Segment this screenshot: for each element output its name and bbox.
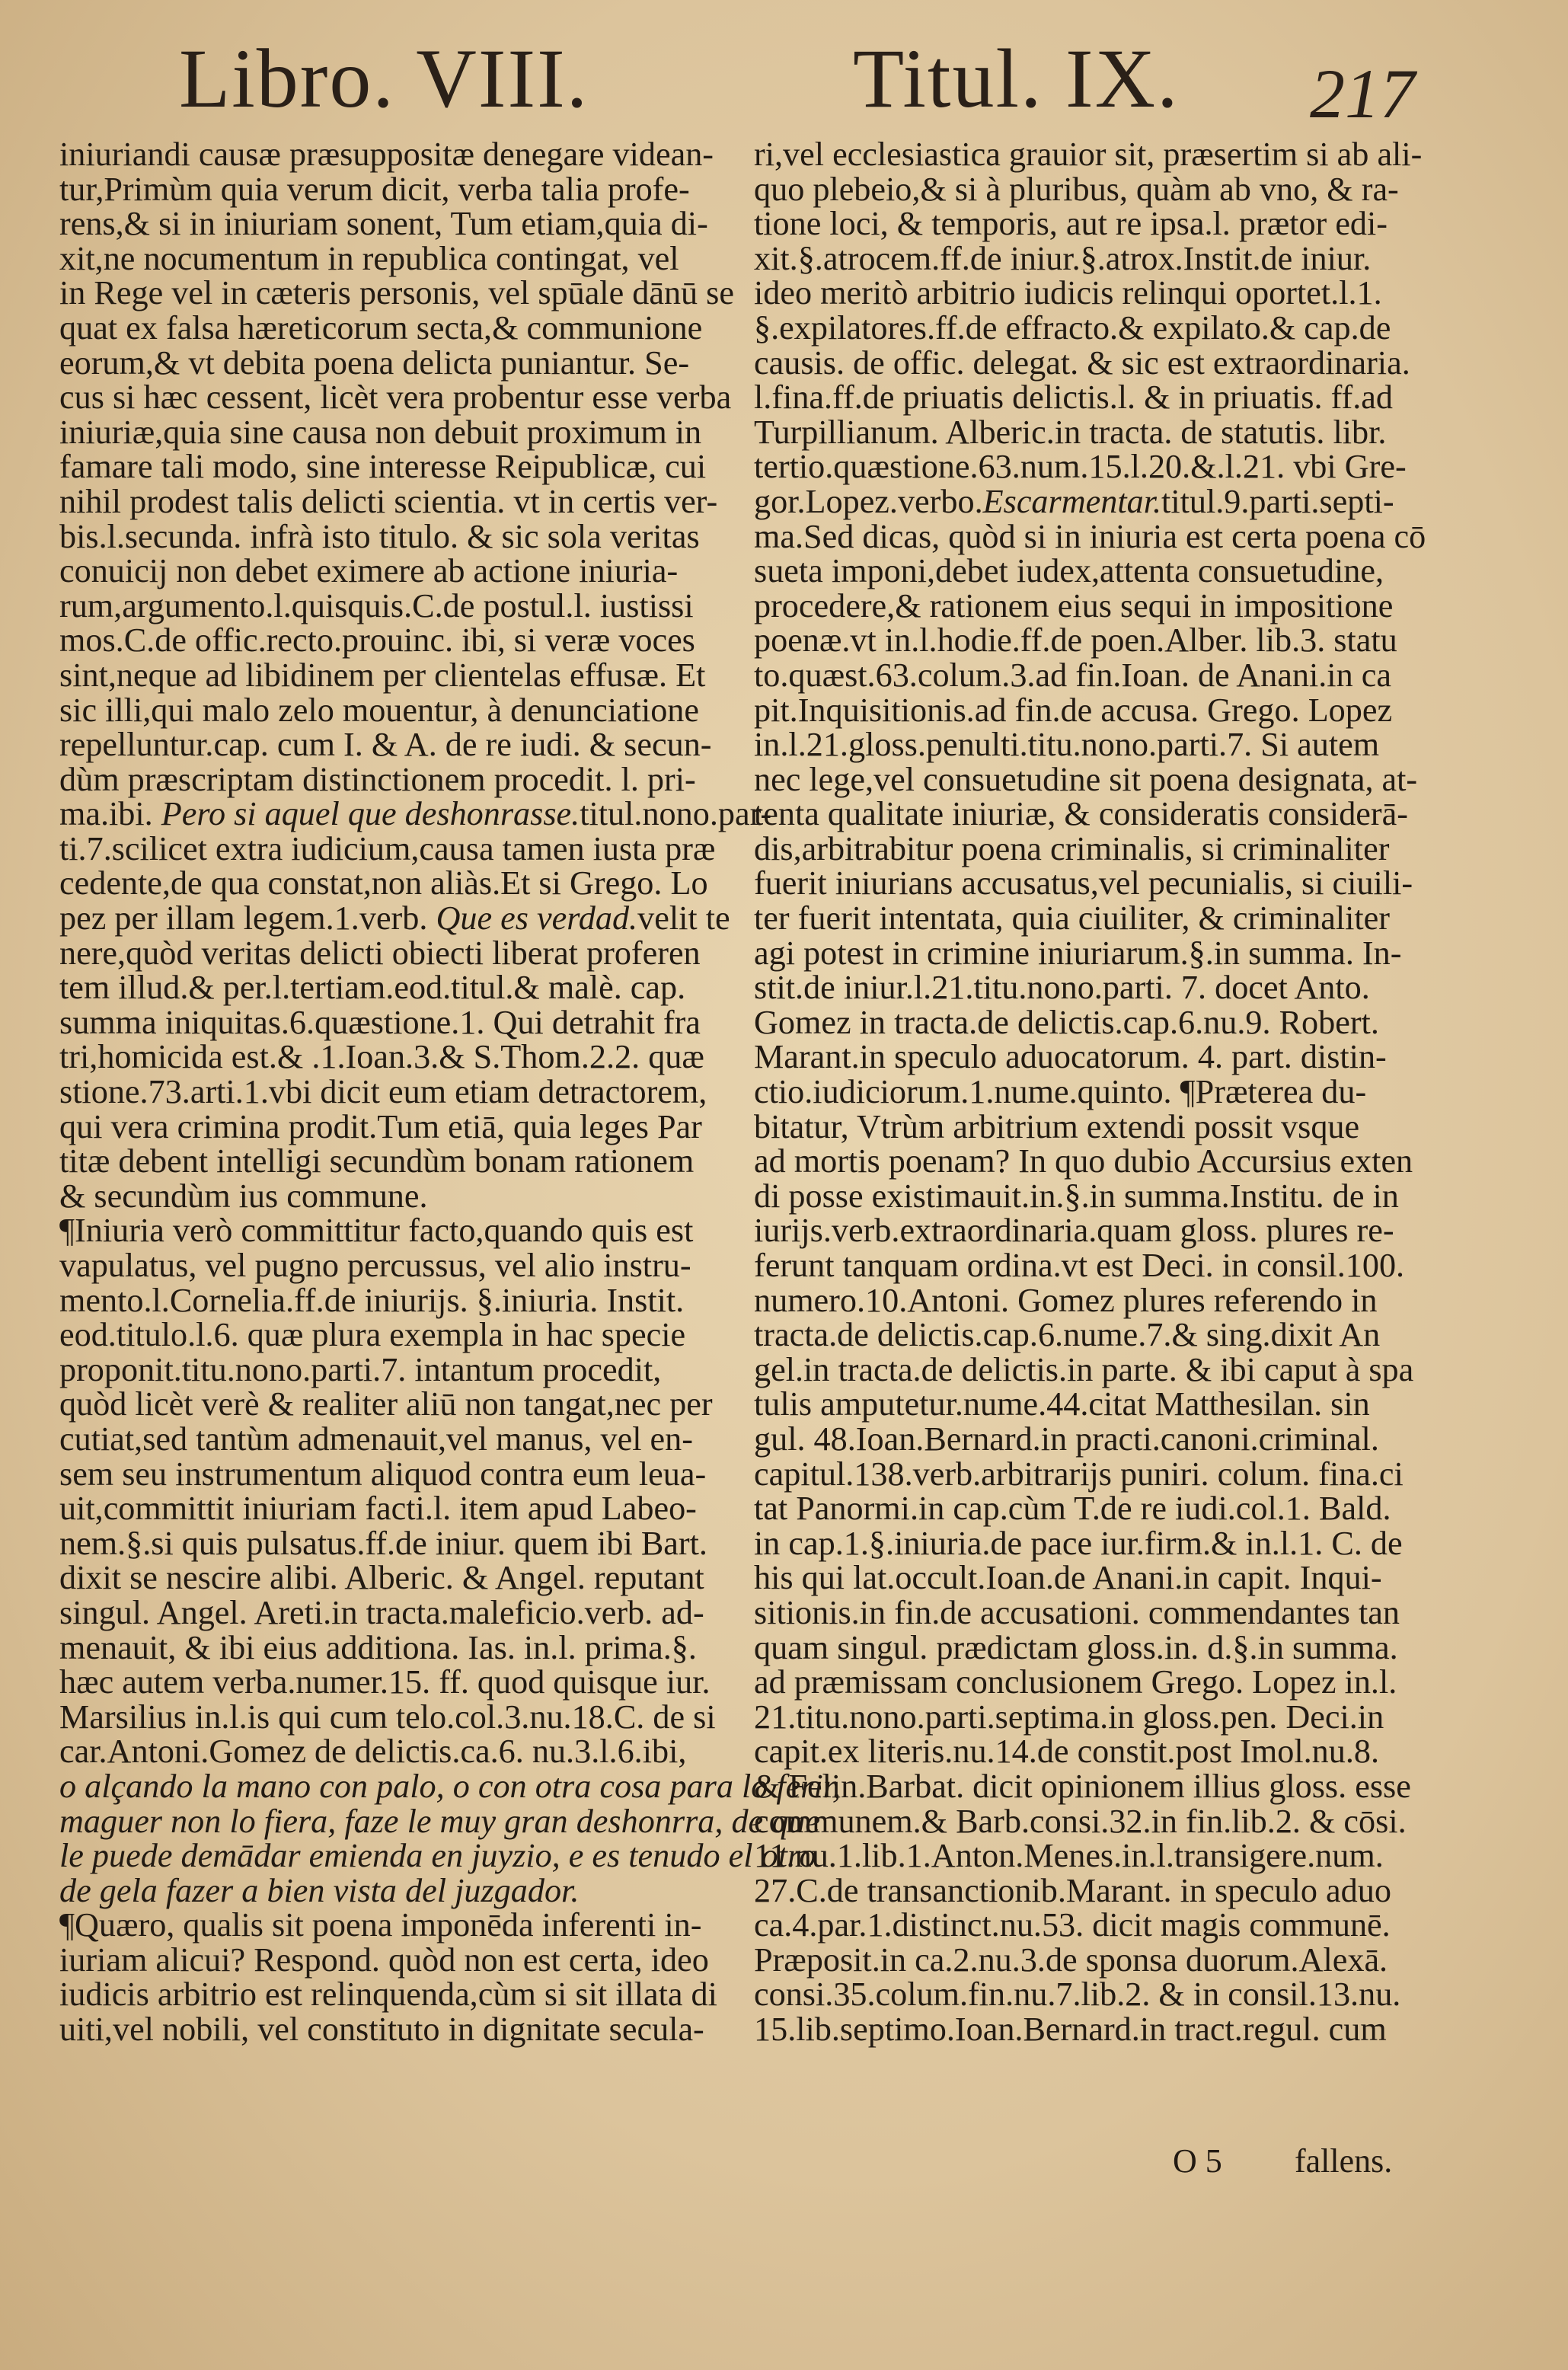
text-line: dis,arbitrabitur poena criminalis, si criminaliter: [754, 829, 1390, 867]
text-line: in Rege vel in cæteris personis, vel spūale dānū se: [59, 274, 734, 312]
running-head-left: Libro. VIII.: [179, 32, 589, 125]
text-line: agi potest in crimine iniuriarum.§.in summa. In-: [754, 934, 1402, 972]
text-line: causis. de offic. delegat. & sic est extraordinaria.: [754, 343, 1410, 382]
text-line: rum,argumento.l.quisquis.C.de postul.l. iustissi: [59, 586, 694, 624]
text-line: ca.4.par.1.distinct.nu.53. dicit magis communē.: [754, 1906, 1391, 1944]
text-line: & secundùm ius commune.: [59, 1177, 428, 1215]
text-line: 21.titu.nono.parti.septima.in gloss.pen. Deci.in: [754, 1698, 1384, 1736]
text-line: his qui lat.occult.Ioan.de Anani.in capit. Inqui-: [754, 1559, 1382, 1597]
text-line: dùm præscriptam distinctionem procedit. l. pri-: [59, 760, 696, 798]
text-line: mos.C.de offic.recto.prouinc. ibi, si veræ voces: [59, 621, 695, 660]
folio-number: 217: [1310, 55, 1415, 133]
text-line: [59, 1767, 841, 1805]
text-line: qui vera crimina prodit.Tum etiā, quia leges Par: [59, 1107, 702, 1145]
text-line: tione loci, & temporis, aut re ipsa.l. prætor edi-: [754, 205, 1388, 243]
text-line: [59, 1837, 816, 1875]
text-line: car.Antoni.Gomez de delictis.ca.6. nu.3.l.6.ibi,: [59, 1733, 687, 1771]
text-line: sic illi,qui malo zelo mouentur, à denunciatione: [59, 691, 700, 729]
text-line: sueta imponi,debet iudex,attenta consuetudine,: [754, 552, 1384, 590]
text-line: iniuriæ,quia sine causa non debuit proximum in: [59, 413, 702, 451]
text-line: ad præmissam conclusionem Grego. Lopez in.l.: [754, 1663, 1397, 1701]
text-line: summa iniquitas.6.quæstione.1. Qui detrahit fra: [59, 1003, 701, 1041]
text-line: iuriam alicui? Respond. quòd non est certa, ideo: [59, 1940, 709, 1979]
text-line: poenæ.vt in.l.hodie.ff.de poen.Alber. lib.3. statu: [754, 621, 1397, 660]
text-line: tenta qualitate iniuriæ, & consideratis considerā-: [754, 795, 1408, 833]
text-line: dixit se nescire alibi. Alberic. & Angel. reputant: [59, 1559, 704, 1597]
text-line: quo plebeio,& si à pluribus, quàm ab vno, & ra-: [754, 170, 1399, 208]
text-line: repelluntur.cap. cum I. & A. de re iudi. & secun-: [59, 726, 712, 764]
italic-quote: maguer non lo fiera, faze le muy gran deshonrra, de que: [59, 1802, 821, 1840]
text-line: ti.7.scilicet extra iudicium,causa tamen iusta præ: [59, 829, 716, 867]
text-line: sem seu instrumentum aliquod contra eum leua-: [59, 1455, 707, 1493]
text-line: [754, 484, 1395, 519]
text-line: tat Panormi.in cap.cùm T.de re iudi.col.1. Bald.: [754, 1490, 1391, 1528]
text-line: iurijs.verb.extraordinaria.quam gloss. plures re-: [754, 1212, 1394, 1250]
text-line: di posse existimauit.in.§.in summa.Institu. de in: [754, 1177, 1399, 1215]
text-line: Marsilius in.l.is qui cum telo.col.3.nu.18.C. de si: [59, 1698, 716, 1736]
text-line: Marant.in speculo aduocatorum. 4. part. distin-: [754, 1038, 1387, 1076]
text-line: communem.& Barb.consi.32.in fin.lib.2. & cōsi.: [754, 1802, 1407, 1840]
text-line: 11.nu.1.lib.1.Anton.Menes.in.l.transigere.num.: [754, 1837, 1384, 1875]
text-line: xit,ne nocumentum in republica contingat, vel: [59, 239, 679, 277]
text-line: ¶Quæro, qualis sit poena imponēda inferenti in-: [59, 1906, 702, 1944]
text-line: [59, 1873, 701, 1908]
text-segment: titul.9.parti.septi-: [1161, 482, 1394, 520]
text-line: ri,vel ecclesiastica grauior sit, præsertim si ab ali-: [754, 136, 1423, 173]
text-line: bis.l.secunda. infrà isto titulo. & sic sola veritas: [59, 517, 700, 555]
text-line: fuerit iniurians accusatus,vel pecunialis, si ciuili-: [754, 864, 1413, 902]
text-line: tri,homicida est.& .1.Ioan.3.& S.Thom.2.2. quæ: [59, 1038, 704, 1076]
text-line: ideo meritò arbitrio iudicis relinqui oportet.l.1.: [754, 274, 1382, 312]
text-line: cutiat,sed tantùm admenauit,vel manus, vel en-: [59, 1420, 693, 1458]
text-line: quat ex falsa hæreticorum secta,& communione: [59, 308, 703, 347]
italic-quote: Pero si aquel que deshonrasse.: [161, 795, 580, 833]
text-line: 15.lib.septimo.Ioan.Bernard.in tract.regul. cum: [754, 2011, 1387, 2049]
text-segment: velit te: [637, 899, 730, 937]
text-line: tem illud.& per.l.tertiam.eod.titul.& malè. cap.: [59, 969, 686, 1007]
text-segment: pez per illam legem.1.verb.: [59, 899, 436, 937]
text-line: [59, 899, 730, 937]
running-head-right: Titul. IX.: [853, 32, 1180, 125]
text-line: mento.l.Cornelia.ff.de iniurijs. §.iniuria. Instit.: [59, 1281, 685, 1319]
text-line: in.l.21.gloss.penulti.titu.nono.parti.7. Si autem: [754, 726, 1380, 764]
text-line: stione.73.arti.1.vbi dicit eum etiam detractorem,: [59, 1073, 707, 1111]
text-line: capit.ex literis.nu.14.de constit.post Imol.nu.8.: [754, 1733, 1380, 1771]
text-line: nihil prodest talis delicti scientia. vt in certis ver-: [59, 482, 718, 520]
italic-quote: de gela fazer a bien vista del juzgador.: [59, 1871, 580, 1909]
text-line: xit.§.atrocem.ff.de iniur.§.atrox.Instit.de iniur.: [754, 239, 1372, 277]
text-segment: ma.ibi.: [59, 795, 161, 833]
text-line: cedente,de qua constat,non aliàs.Et si Grego. Lo: [59, 864, 708, 902]
text-line: bitatur, Vtrùm arbitrium extendi possit vsque: [754, 1107, 1360, 1145]
text-line: Gomez in tracta.de delictis.cap.6.nu.9. Robert.: [754, 1003, 1379, 1041]
italic-quote: le puede demādar emienda en juyzio, e es tenudo el otro: [59, 1837, 816, 1875]
text-line: hæc autem verba.numer.15. ff. quod quisque iur.: [59, 1663, 711, 1701]
text-line: consi.35.colum.fin.nu.7.lib.2. & in consil.13.nu.: [754, 1976, 1401, 2014]
text-line: nem.§.si quis pulsatus.ff.de iniur. quem ibi Bart.: [59, 1524, 707, 1562]
left-text-column: [59, 136, 841, 2049]
text-line: ctio.iudiciorum.1.nume.quinto. ¶Præterea du-: [754, 1073, 1367, 1111]
text-line: procedere,& rationem eius sequi in impositione: [754, 586, 1394, 624]
text-line: eod.titulo.l.6. quæ plura exempla in hac specie: [59, 1316, 686, 1354]
text-line: 27.C.de transanctionib.Marant. in speculo aduo: [754, 1871, 1391, 1909]
text-line: tur,Primùm quia verum dicit, verba talia profe-: [59, 170, 690, 208]
text-line: to.quæst.63.colum.3.ad fin.Ioan. de Anani.in ca: [754, 656, 1391, 694]
text-line: rens,& si in iniuriam sonent, Tum etiam,quia di-: [59, 205, 708, 243]
text-line: gul. 48.Ioan.Bernard.in practi.canoni.criminal.: [754, 1420, 1379, 1458]
italic-quote: Que es verdad.: [436, 899, 638, 937]
text-line: proponit.titu.nono.parti.7. intantum procedit,: [59, 1350, 662, 1388]
text-line: stit.de iniur.l.21.titu.nono.parti. 7. docet Anto.: [754, 969, 1370, 1007]
text-line: nec lege,vel consuetudine sit poena designata, at-: [754, 760, 1418, 798]
text-line: singul. Angel. Areti.in tracta.maleficio.verb. ad-: [59, 1593, 704, 1631]
text-segment: titul.nono.par-: [580, 795, 772, 833]
italic-quote: Escarmentar.: [982, 482, 1162, 520]
text-line: menauit, & ibi eius additiona. Ias. in.l. prima.§.: [59, 1628, 697, 1666]
text-line: uiti,vel nobili, vel constituto in dignitate secula-: [59, 2011, 704, 2049]
signature-mark: O 5: [1173, 2142, 1222, 2180]
text-line: conuicij non debet eximere ab actione iniuria-: [59, 552, 679, 590]
text-line: ferunt tanquam ordina.vt est Deci. in consil.100.: [754, 1247, 1405, 1284]
text-segment: gor.Lopez.verbo.: [754, 482, 983, 520]
text-line: ma.Sed dicas, quòd si in iniuria est certa poena cō: [754, 517, 1426, 555]
text-line: uit,committit iniuriam facti.l. item apud Labeo-: [59, 1490, 697, 1528]
text-line: quòd licèt verè & realiter aliū non tangat,nec per: [59, 1385, 713, 1423]
text-line: Præposit.in ca.2.nu.3.de sponsa duorum.Alexā.: [754, 1940, 1388, 1979]
text-line: gel.in tracta.de delictis.in parte. & ibi caput à spa: [754, 1350, 1414, 1388]
text-line: nere,quòd veritas delicti obiecti liberat proferen: [59, 934, 701, 972]
text-line: tracta.de delictis.cap.6.nume.7.& sing.dixit An: [754, 1316, 1381, 1354]
text-line: sint,neque ad libidinem per clientelas effusæ. Et: [59, 656, 706, 694]
text-line: & Felin.Barbat. dicit opinionem illius gloss. esse: [754, 1767, 1411, 1805]
text-line: tulis amputetur.nume.44.citat Matthesilan. sin: [754, 1385, 1370, 1423]
text-line: [59, 1802, 821, 1840]
text-line: Turpillianum. Alberic.in tracta. de statutis. libr.: [754, 413, 1387, 451]
text-line: cus si hæc cessent, licèt vera probentur esse verba: [59, 378, 732, 417]
text-line: capitul.138.verb.arbitrarijs puniri. colum. fina.ci: [754, 1455, 1404, 1493]
italic-quote: o alçando la mano con palo, o con otra cosa para lo ferir,: [59, 1767, 841, 1805]
text-line: in cap.1.§.iniuria.de pace iur.firm.& in.l.1. C. de: [754, 1524, 1403, 1562]
text-line: ¶Iniuria verò committitur facto,quando quis est: [59, 1212, 694, 1250]
text-line: titæ debent intelligi secundùm bonam rationem: [59, 1142, 695, 1180]
text-line: tertio.quæstione.63.num.15.l.20.&.l.21. vbi Gre-: [754, 448, 1407, 486]
text-line: ter fuerit intentata, quia ciuiliter, & criminaliter: [754, 899, 1391, 937]
text-line: famare tali modo, sine interesse Reipublicæ, cui: [59, 448, 707, 486]
text-line: quam singul. prædictam gloss.in. d.§.in summa.: [754, 1628, 1398, 1666]
text-line: ad mortis poenam? In quo dubio Accursius exten: [754, 1142, 1413, 1180]
catchword: fallens.: [1295, 2142, 1393, 2180]
text-line: iudicis arbitrio est relinquenda,cùm si sit illata di: [59, 1976, 717, 2014]
text-line: eorum,& vt debita poena delicta puniantur. Se-: [59, 343, 690, 382]
text-line: §.expilatores.ff.de effracto.& expilato.& cap.de: [754, 308, 1391, 347]
right-text-column: [754, 136, 1426, 2049]
text-line: [59, 795, 772, 833]
text-line: sitionis.in fin.de accusationi. commendantes tan: [754, 1593, 1400, 1631]
text-line: numero.10.Antoni. Gomez plures referendo in: [754, 1281, 1378, 1319]
text-line: pit.Inquisitionis.ad fin.de accusa. Grego. Lopez: [754, 691, 1393, 729]
text-line: iniuriandi causæ præsuppositæ denegare videan-: [59, 136, 714, 173]
text-line: l.fina.ff.de priuatis delictis.l. & in priuatis. ff.ad: [754, 378, 1393, 417]
text-line: vapulatus, vel pugno percussus, vel alio instru-: [59, 1247, 691, 1284]
